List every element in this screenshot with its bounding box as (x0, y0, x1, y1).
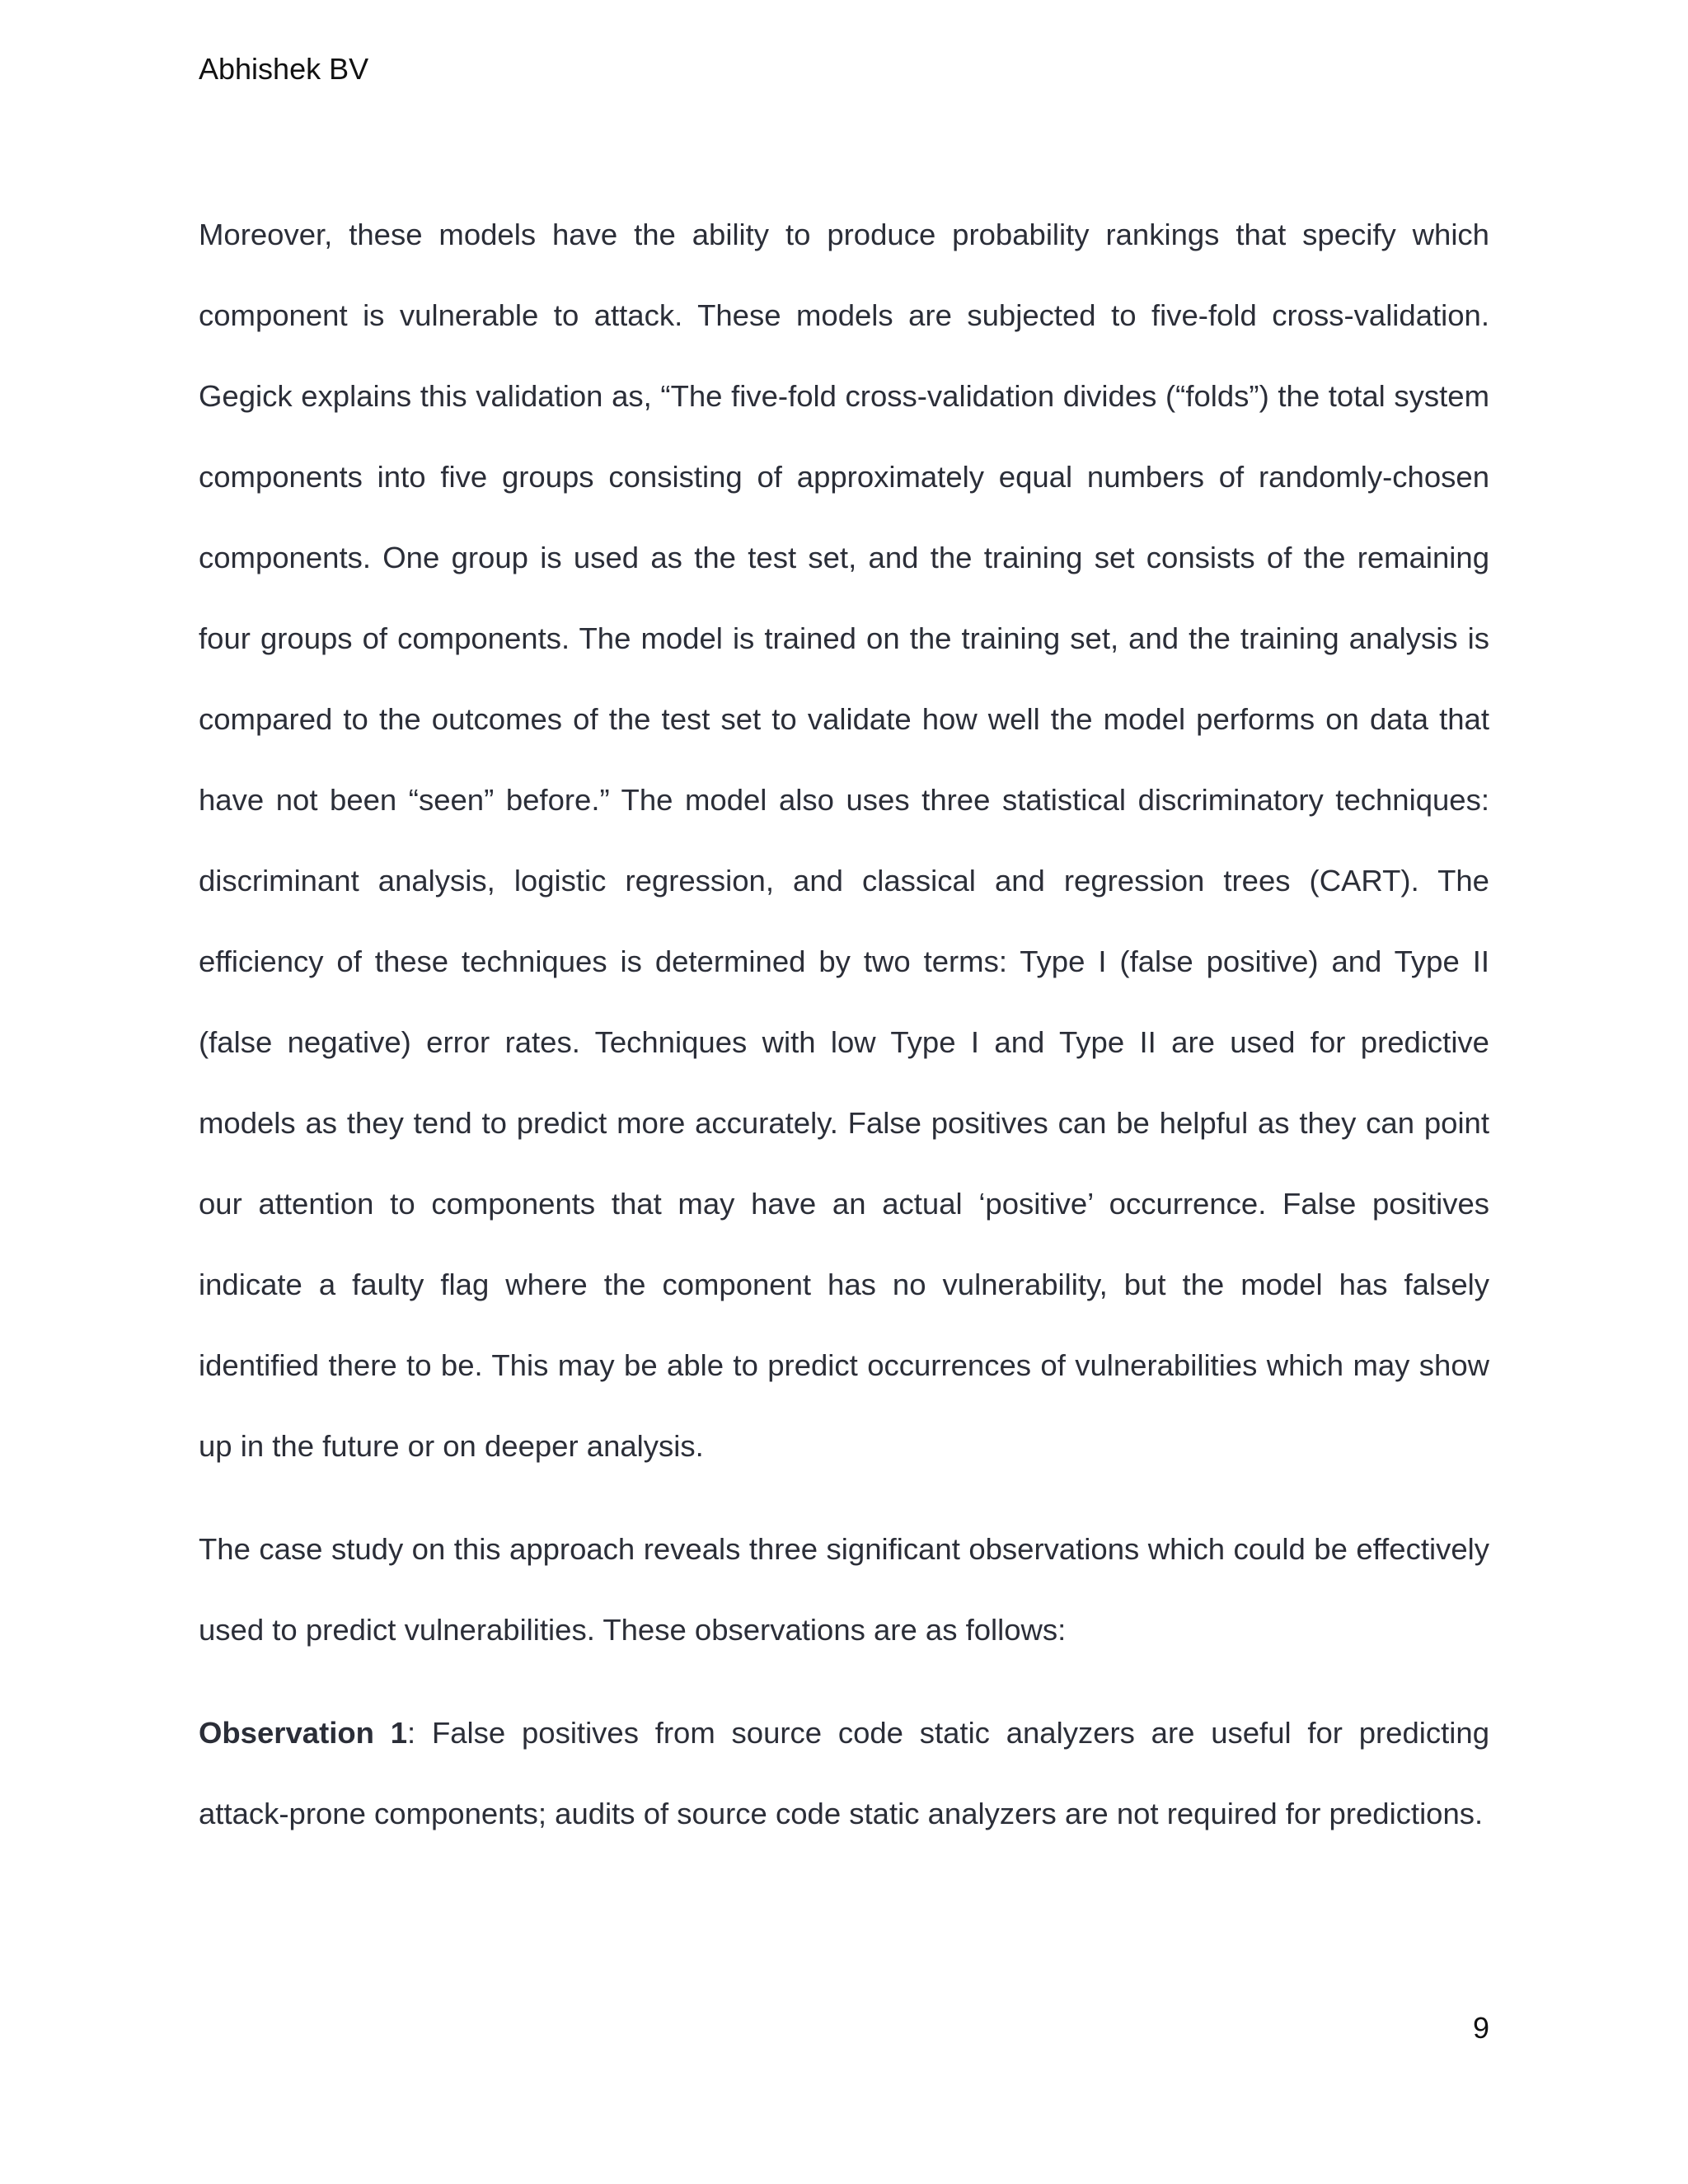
page-number: 9 (1472, 2011, 1489, 2045)
observation-1-paragraph (199, 1693, 1489, 1854)
header-author: Abhishek BV (199, 52, 369, 86)
paragraph-cross-validation: Moreover, these models have the ability to produce probability rankings that specify which component is vulnerable to attack. These models are subjected to five-fold cross-validation. Gegick explains this validation as, “The five-fold cross-validation divides (“folds”) the total system components into five groups consisting of approximately equal numbers of randomly-chosen components. One group is used as the test set, and the training set consists of the remaining four groups of components. The model is trained on the training set, and the training analysis is compared to the outcomes of the test set to validate how well the model performs on data that have not been “seen” before.” The model also uses three statistical discriminatory techniques: discriminant analysis, logistic regression, and classical and regression trees (CART). The efficiency of these techniques is determined by two terms: Type I (false positive) and Type II (false negative) error rates. Techniques with low Type I and Type II are used for predictive models as they tend to predict more accurately. False positives can be helpful as they can point our attention to components that may have an actual ‘positive’ occurrence. False positives indicate a faulty flag where the component has no vulnerability, but the model has falsely identified there to be. This may be able to predict occurrences of vulnerabilities which may show up in the future or on deeper analysis. (199, 218, 1489, 1463)
paragraph-case-study: The case study on this approach reveals three significant observations which could be effectively used to predict vulnerabilities. These observations are as follows: (199, 1532, 1489, 1647)
observation-1-label: Observation 1 (199, 1716, 408, 1750)
observation-1-text: : False positives from source code static analyzers are useful for predicting attack-prone components; audits of source code static analyzers are not required for predictions. (199, 1716, 1489, 1830)
body-text (199, 194, 1489, 1854)
